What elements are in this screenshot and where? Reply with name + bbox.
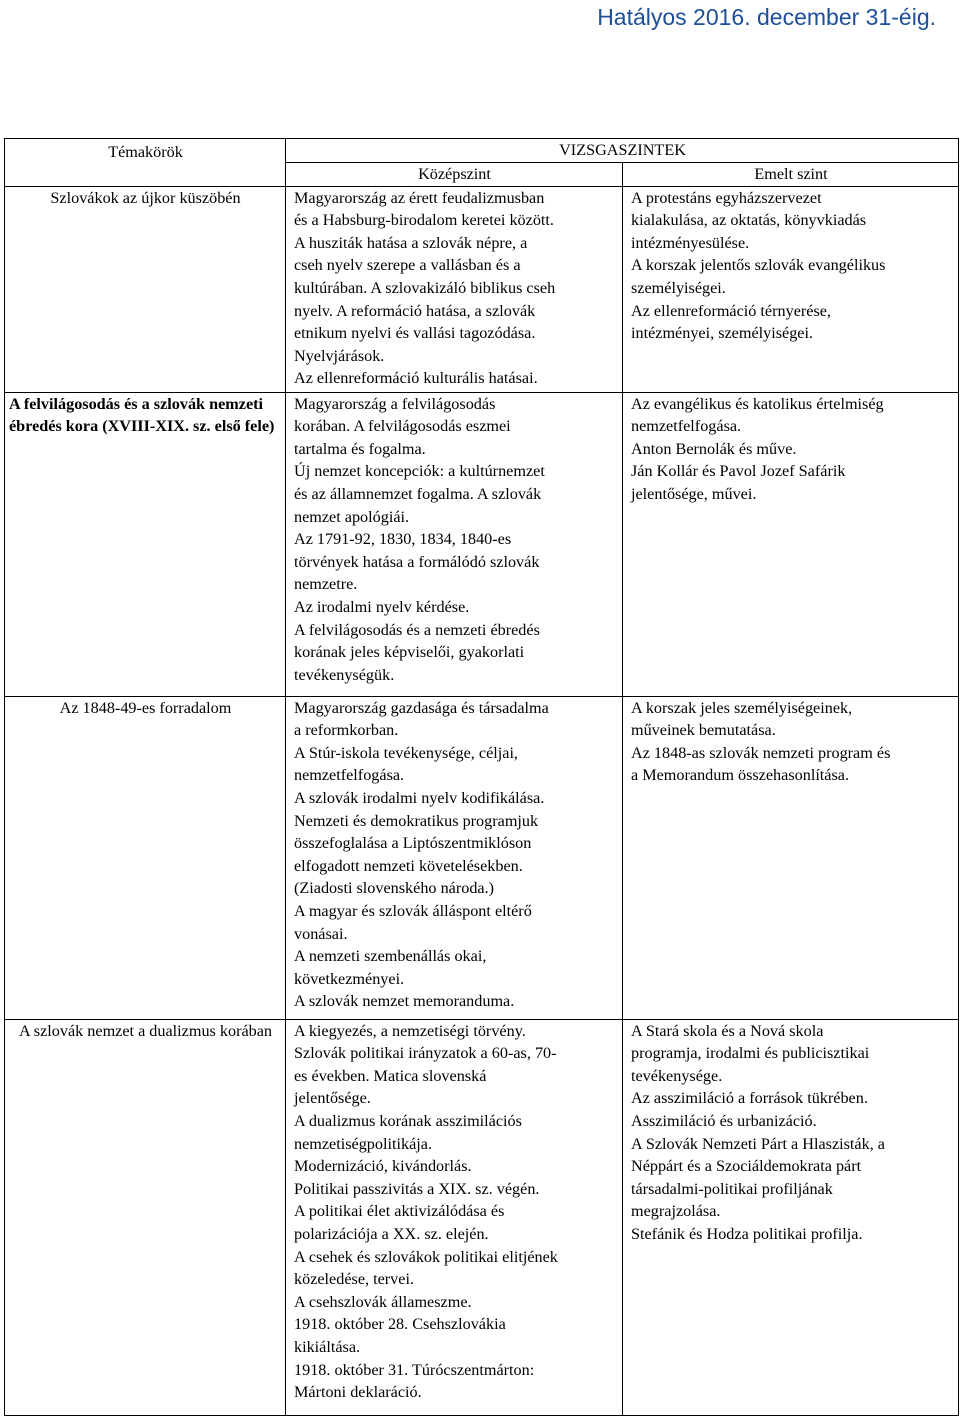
cell-line: Magyarország a felvilágosodás [294,394,496,413]
cell-line: Az 1791-92, 1830, 1834, 1840-es [294,530,512,549]
table-row [5,392,959,696]
cell-line: Szlovák politikai irányzatok a 60-as, 70- [294,1044,557,1063]
cell-line: A politikai élet aktivizálódása és [294,1202,505,1221]
cell-line: Az asszimiláció a források tükrében. [631,1089,868,1108]
cell-line: Az ellenreformáció térnyerése, [631,301,831,320]
cell-line: tartalma és fogalma. [294,439,426,458]
advanced-level-cell [623,186,959,392]
cell-line: 1918. október 28. Csehszlovákia [294,1315,506,1334]
topic-text: A felvilágosodás és a szlovák nemzeti ébredés kora (XVIII-XIX. sz. első fele) [9,394,275,436]
cell-line: Stefánik és Hodza politikai profilja. [631,1224,863,1243]
advanced-level-cell [623,696,959,1019]
cell-line: Ján Kollár és Pavol Jozef Safárik [631,462,846,481]
cell-line: nemzetfelfogása. [294,766,405,785]
table-row [5,1019,959,1415]
cell-line: korában. A felvilágosodás eszmei [294,417,511,436]
cell-line: kialakulása, az oktatás, könyvkiadás [631,211,867,230]
cell-line: es években. Matica slovenská [294,1066,487,1085]
cell-line: jelentősége. [294,1089,371,1108]
cell-line: A Szlovák Nemzeti Párt a Hlaszisták, a [631,1134,885,1153]
cell-line: A protestáns egyházszervezet [631,188,822,207]
cell-line: A csehek és szlovákok politikai elitjének [294,1247,558,1266]
cell-line: megrajzolása. [631,1202,721,1221]
syllabus-table [4,138,959,1416]
cell-line: intézményesülése. [631,233,750,252]
cell-line: A Stará skola és a Nová skola [631,1021,824,1040]
mid-level-cell [286,696,623,1019]
cell-line: programja, irodalmi és publicisztikai [631,1044,870,1063]
cell-line: (Ziadosti slovenského národa.) [294,879,495,898]
cell-line: Modernizáció, kivándorlás. [294,1157,472,1176]
cell-line: A korszak jelentős szlovák evangélikus [631,256,886,275]
cell-line: A szlovák nemzet memoranduma. [294,992,515,1011]
cell-line: Politikai passzivitás a XIX. sz. végén. [294,1179,540,1198]
topic-cell: Az 1848-49-es forradalom [5,696,286,1019]
cell-line: A szlovák irodalmi nyelv kodifikálása. [294,788,545,807]
table-row [5,696,959,1019]
cell-line: etnikum nyelvi és vallási tagozódása. [294,324,536,343]
cell-line: Nyelvjárások. [294,346,385,365]
cell-line: a Memorandum összehasonlítása. [631,766,850,785]
cell-line: Magyarország gazdasága és társadalma [294,698,549,717]
cell-line: műveinek bemutatása. [631,721,776,740]
header-exam-levels: VIZSGASZINTEK [286,139,959,163]
header-topics: Témakörök [5,139,286,187]
cell-line: intézményei, személyiségei. [631,324,814,343]
header-advanced-level: Emelt szint [623,163,959,187]
cell-line: tevékenységük. [294,665,395,684]
cell-line: a reformkorban. [294,721,399,740]
cell-line: A felvilágosodás és a nemzeti ébredés [294,620,540,639]
cell-line: A husziták hatása a szlovák népre, a [294,233,528,252]
cell-line: korának jeles képviselői, gyakorlati [294,643,525,662]
cell-line: Az 1848-as szlovák nemzeti program és [631,743,891,762]
topic-cell: Szlovákok az újkor küszöbén [5,186,286,392]
cell-line: Magyarország az érett feudalizmusban [294,188,545,207]
cell-line: A kiegyezés, a nemzetiségi törvény. [294,1021,526,1040]
advanced-level-cell [623,392,959,696]
cell-line: társadalmi-politikai profiljának [631,1179,833,1198]
cell-line: vonásai. [294,924,348,943]
cell-line: A korszak jeles személyiségeinek, [631,698,853,717]
cell-line: 1918. október 31. Túrócszentmárton: [294,1360,535,1379]
cell-line: Mártoni deklaráció. [294,1383,422,1402]
validity-stamp: Hatályos 2016. december 31-éig. [597,4,936,30]
topic-cell: A szlovák nemzet a dualizmus korában [5,1019,286,1415]
mid-level-cell [286,1019,623,1415]
cell-line: A magyar és szlovák álláspont eltérő [294,901,532,920]
cell-line: Az irodalmi nyelv kérdése. [294,597,470,616]
cell-line: A dualizmus korának asszimilációs [294,1111,522,1130]
cell-line: nyelv. A reformáció hatása, a szlovák [294,301,536,320]
cell-line: Néppárt és a Szociáldemokrata párt [631,1157,862,1176]
header-mid-level: Középszint [286,163,623,187]
cell-line: polarizációja a XX. sz. elején. [294,1224,489,1243]
mid-level-cell [286,186,623,392]
cell-line: Nemzeti és demokratikus programjuk [294,811,539,830]
cell-line: közeledése, tervei. [294,1270,414,1289]
cell-line: és a Habsburg-birodalom keretei között. [294,211,554,230]
cell-line: Az ellenreformáció kulturális hatásai. [294,369,538,388]
cell-line: tevékenysége. [631,1066,723,1085]
mid-level-cell [286,392,623,696]
cell-line: összefoglalása a Liptószentmiklóson [294,834,532,853]
cell-line: Asszimiláció és urbanizáció. [631,1111,817,1130]
topic-cell [5,392,286,696]
cell-line: Új nemzet koncepciók: a kultúrnemzet [294,462,545,481]
cell-line: kikiáltása. [294,1337,361,1356]
cell-line: Az evangélikus és katolikus értelmiség [631,394,884,413]
cell-line: A csehszlovák állameszme. [294,1292,472,1311]
cell-line: következményei. [294,969,405,988]
cell-line: nemzetfelfogása. [631,417,742,436]
cell-line: és az államnemzet fogalma. A szlovák [294,484,542,503]
cell-line: Anton Bernolák és műve. [631,439,797,458]
cell-line: nemzetre. [294,575,358,594]
cell-line: A nemzeti szembenállás okai, [294,947,487,966]
cell-line: jelentősége, művei. [631,484,757,503]
cell-line: törvények hatása a formálódó szlovák [294,552,540,571]
cell-line: cseh nyelv szerepe a vallásban és a [294,256,521,275]
cell-line: kultúrában. A szlovakizáló biblikus cseh [294,278,556,297]
table-row [5,186,959,392]
cell-line: személyiségei. [631,278,726,297]
cell-line: nemzet apológiái. [294,507,410,526]
cell-line: elfogadott nemzeti követelésekben. [294,856,523,875]
cell-line: A Stúr-iskola tevékenysége, céljai, [294,743,518,762]
advanced-level-cell [623,1019,959,1415]
cell-line: nemzetiségpolitikája. [294,1134,432,1153]
